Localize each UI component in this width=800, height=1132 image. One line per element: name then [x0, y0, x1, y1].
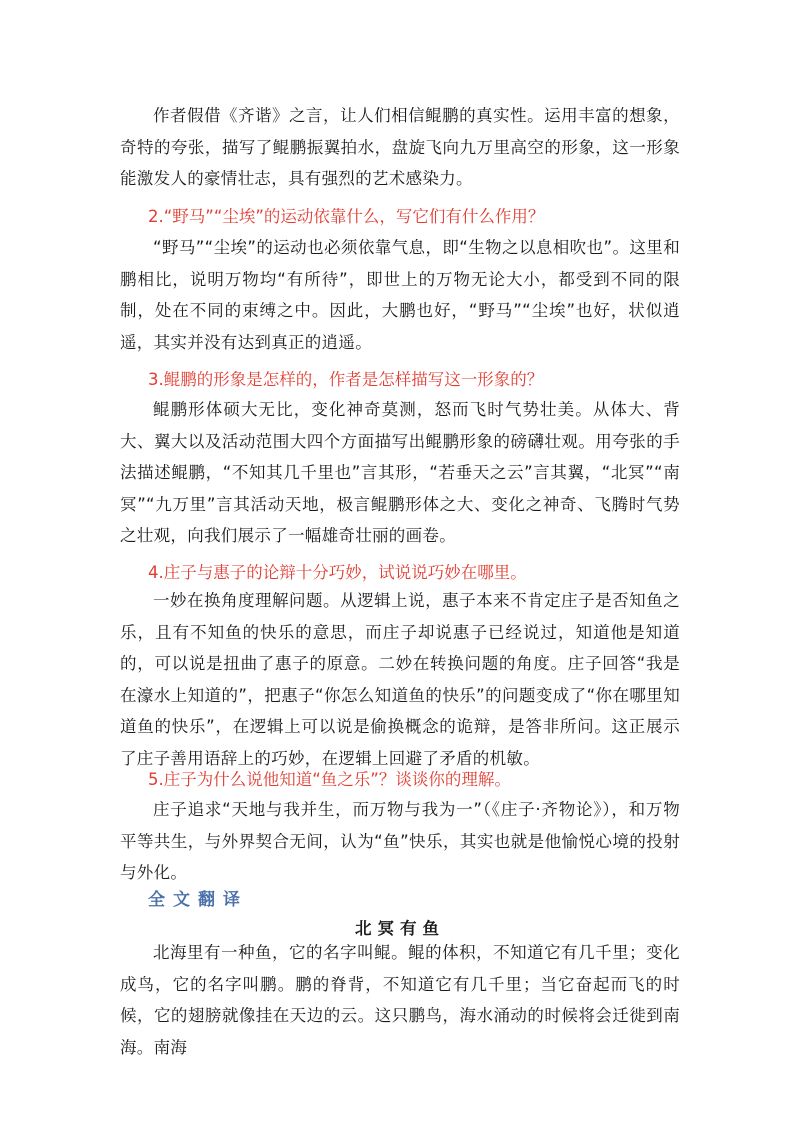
answer-4: 一妙在换角度理解问题。从逻辑上说，惠子本来不肯定庄子是否知鱼之乐，且有不知鱼的快乐的意思，而庄子却说惠子已经说过，知道他是知道的，可以说是扭曲了惠子的原意。二妙在转换问题的角度。庄子回答“我是在濠水上知道的”，把惠子“你怎么知道鱼的快乐”的问题变成了“你在哪里知道鱼的快乐”，在逻辑上可以说是偷换概念的诡辩，是答非所问。这正展示了庄子善用语辞上的巧妙，在逻辑上回避了矛盾的机敏。	[120, 591, 680, 768]
text-title: 北冥有鱼	[355, 919, 445, 938]
question-2: 2.“野马”“尘埃”的运动依靠什么，写它们有什么作用？	[148, 207, 545, 226]
answer-5: 庄子追求“天地与我并生，而万物与我为一”（《庄子·齐物论》），和万物平等共生，与外界契合无间，认为“鱼”快乐，其实也就是他愉悦心境的投射与外化。	[120, 800, 680, 882]
answer-2: “野马”“尘埃”的运动也必须依靠气息，即“生物之以息相吹也”。这里和鹏相比，说明万物均“有所待”，即世上的万物无论大小，都受到不同的限制，处在不同的束缚之中。因此，大鹏也好，“野马”“尘埃”也好，状似逍遥，其实并没有达到真正的逍遥。	[120, 238, 680, 352]
question-3: 3.鲲鹏的形象是怎样的，作者是怎样描写这一形象的？	[148, 370, 544, 389]
question-4: 4.庄子与惠子的论辩十分巧妙，试说说巧妙在哪里。	[148, 563, 527, 582]
paragraph-author-intent: 作者假借《齐谐》之言，让人们相信鲲鹏的真实性。运用丰富的想象，奇特的夸张，描写了鲲鹏振翼拍水，盘旋飞向九万里高空的形象，这一形象能激发人的豪情壮志，具有强烈的艺术感染力。	[120, 106, 680, 188]
translation-paragraph: 北海里有一种鱼，它的名字叫鲲。鲲的体积，不知道它有几千里；变化成鸟，它的名字叫鹏。鹏的脊背，不知道它有几千里；当它奋起而飞的时候，它的翅膀就像挂在天边的云。这只鹏鸟，海水涌动的时候将会迁徙到南海。南海	[120, 943, 680, 1057]
answer-3: 鲲鹏形体硕大无比，变化神奇莫测，怒而飞时气势壮美。从体大、背大、翼大以及活动范围大四个方面描写出鲲鹏形象的磅礴壮观。用夸张的手法描述鲲鹏，“不知其几千里也”言其形，“若垂天之云”言其翼，“北冥”“南冥”“九万里”言其活动天地，极言鲲鹏形体之大、变化之神奇、飞腾时气势之壮观，向我们展示了一幅雄奇壮丽的画卷。	[120, 400, 680, 545]
section-title: 全文翻译	[148, 890, 248, 910]
question-5: 5.庄子为什么说他知道“鱼之乐”？谈谈你的理解。	[148, 770, 511, 789]
